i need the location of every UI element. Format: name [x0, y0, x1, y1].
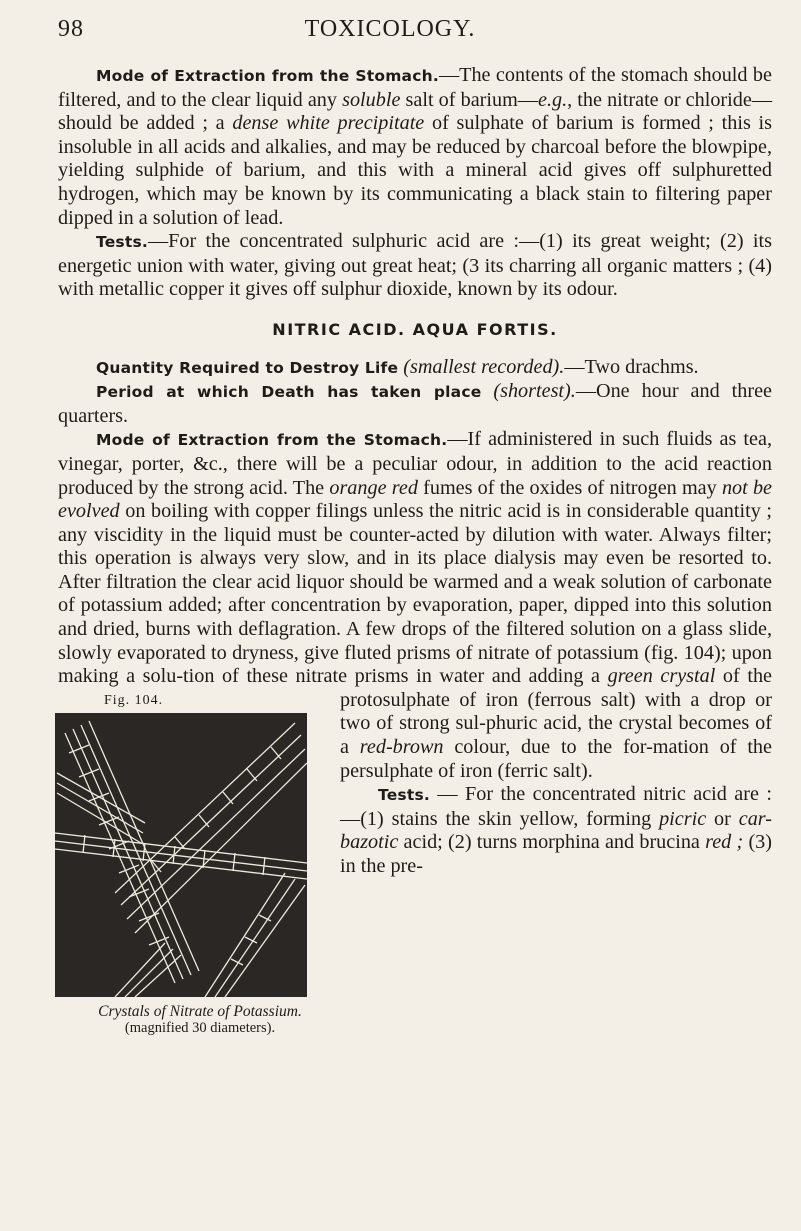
crystal-illustration: [55, 713, 307, 997]
figure-label: Fig. 104.: [104, 692, 164, 708]
page-number: 98: [58, 16, 84, 42]
crystal-prisms-drawing: [55, 713, 307, 997]
run-in-heading: Tests.: [378, 786, 430, 805]
run-in-heading: Period at which Death has taken place: [96, 383, 482, 402]
figure-sub-caption: (magnified 30 diameters).: [124, 1019, 276, 1036]
run-in-heading: Mode of Extraction from the Stomach.: [96, 67, 439, 85]
running-title: TOXICOLOGY.: [304, 16, 476, 42]
run-in-heading: Tests.: [96, 233, 148, 252]
run-in-heading: Quantity Required to Destroy Life: [96, 358, 399, 377]
page-header: [58, 18, 772, 54]
paragraph-tests-sulphuric: Tests.—For the concentrated sulphuric acid are :—(1) its great weight; (2) its energetic union with water, giving out great heat; (3 its charring all organic matters ; (4) with metallic copper it gives off sulphur dioxide, known by its odour.: [58, 230, 772, 301]
paragraph-tests-nitric: Tests. — For the concentrated nitric acid are :—(1) stains the skin yellow, forming picric or car-bazotic acid; (2) turns morphina and brucina red ; (3) in the pre-: [340, 783, 772, 877]
paragraph-period: Period at which Death has taken place (shortest).—One hour and three quarters.: [58, 380, 772, 427]
book-page: [58, 18, 772, 1041]
paragraph-extraction-nitric: Mode of Extraction from the Stomach.—If administered in such fluids as tea, vinegar, porter, &c., there will be a peculiar odour, in addition to the acid reaction produced by the strong acid. The orange red fumes of the oxides of nitrogen may not be evolved on boiling with copper filings unless the nitric acid is in considerable quantity ; any viscidity in the liquid must be counter-acted by dilution with water. Always filter; this operation is always very slow, and in its place dialysis may even be resorted to. After filtration the clear acid liquor should be warmed and a weak solution of carbonate of potassium added; after concentration by evaporation, paper, dipped into this solution and dried, burns with deflagration. A few drops of the filtered solution on a glass slide, slowly evaporated to dryness, give fluted prisms of nitrate of potassium (fig. 104); upon making a solu-tion of these nitrate prisms in water and adding a Fig. 104. Crystals of Nitrate of Potassium. (magnified 30 diameters). green crystal of the protosulphate of iron (ferrous salt) with a drop or two of strong sul-phuric acid, the crystal becomes of a red-brown colour, due to the for-mation of the persulphate of iron (ferric salt).: [58, 428, 772, 783]
figure-caption: Crystals of Nitrate of Potassium.: [98, 1002, 302, 1020]
figure-104: [46, 689, 316, 1037]
run-in-heading: Mode of Extraction from the Stomach.: [96, 431, 448, 450]
section-title: NITRIC ACID. AQUA FORTIS.: [272, 319, 558, 339]
paragraph-quantity: Quantity Required to Destroy Life (smallest recorded).—Two drachms.: [96, 355, 699, 378]
paragraph-extraction-barium: Mode of Extraction from the Stomach.—The contents of the stomach should be filtered, and to the clear liquid any soluble salt of barium—e.g., the nitrate or chloride—should be added ; a dense white precipitate of sulphate of barium is formed ; this is insoluble in all acids and alkalies, and may be reduced by charcoal before the blowpipe, yielding sulphide of barium, and this with a mineral acid gives off sulphuretted hydrogen, which may be known by its communicating a black stain to filtering paper dipped in a solution of lead.: [58, 64, 773, 229]
